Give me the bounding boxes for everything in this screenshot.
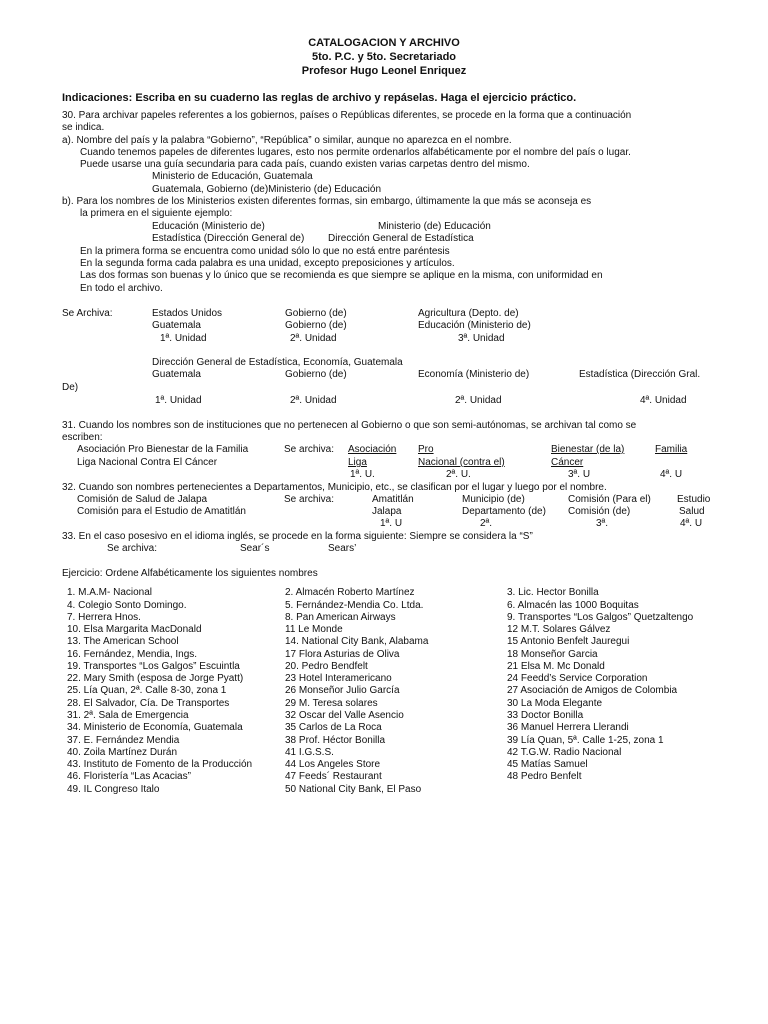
rule30-r1-c2: Gobierno (de) xyxy=(285,308,347,319)
rule30-a-2: Cuando tenemos papeles de diferentes lugares, esto nos permite ordenarlos alfabéticamente por el nombre del país o lugar. xyxy=(80,147,631,158)
rule30-b-4: En la segunda forma cada palabra es una unidad, excepto preposiciones y artículos. xyxy=(80,258,455,269)
list-item: 28. El Salvador, Cía. De Transportes xyxy=(67,698,230,709)
list-item: 9. Transportes “Los Galgos” Quetzaltengo xyxy=(507,612,694,623)
rule31-se-archiva: Se archiva: xyxy=(284,444,335,455)
list-item: 33 Doctor Bonilla xyxy=(507,710,584,721)
list-item: 4. Colegio Sonto Domingo. xyxy=(67,600,187,611)
rule30-se-archiva: Se Archiva: xyxy=(62,308,113,319)
rule30-a-example-2: Guatemala, Gobierno (de)Ministerio (de) Educación xyxy=(152,184,381,195)
rule30-r5-c1: Guatemala xyxy=(152,369,201,380)
list-item: 16. Fernández, Mendia, Ings. xyxy=(67,649,198,660)
rule31-unit-1-label: 1ª. U. xyxy=(350,469,375,480)
list-item: 45 Matías Samuel xyxy=(507,759,588,770)
rule30-r6-c3: 2ª. Unidad xyxy=(455,395,502,406)
list-item: 42 T.G.W. Radio Nacional xyxy=(507,747,622,758)
list-item: 35 Carlos de La Roca xyxy=(285,722,382,733)
list-item: 43. Instituto de Fomento de la Producción xyxy=(67,759,253,770)
list-item: 21 Elsa M. Mc Donald xyxy=(507,661,605,672)
list-item: 7. Herrera Hnos. xyxy=(67,612,141,623)
rule31-unit-3-row2: Cáncer xyxy=(551,457,584,468)
list-item: 26 Monseñor Julio García xyxy=(285,685,400,696)
list-item: 19. Transportes “Los Galgos” Escuintla xyxy=(67,661,240,672)
rule31-example-2: Liga Nacional Contra El Cáncer xyxy=(77,457,218,468)
rule30-r5-c3: Economía (Ministerio de) xyxy=(418,369,530,380)
rule31-unit-4-label: 4ª. U xyxy=(660,469,683,480)
list-item: 24 Feedd’s Service Corporation xyxy=(507,673,648,684)
rule32-unit-3-label: 3ª. xyxy=(596,518,609,529)
document-title: CATALOGACION Y ARCHIVO xyxy=(308,37,460,49)
list-item: 8. Pan American Airways xyxy=(285,612,396,623)
list-item: 6. Almacén las 1000 Boquitas xyxy=(507,600,639,611)
list-item: 50 National City Bank, El Paso xyxy=(285,784,422,795)
rule32-example-2: Comisión para el Estudio de Amatitlán xyxy=(77,506,246,517)
rule32-unit-4-label: 4ª. U xyxy=(680,518,703,529)
list-item: 38 Prof. Héctor Bonilla xyxy=(285,735,386,746)
rule31-example-1: Asociación Pro Bienestar de la Familia xyxy=(77,444,249,455)
rule30-b-example-2a: Estadística (Dirección General de) xyxy=(152,233,305,244)
list-item: 13. The American School xyxy=(67,636,179,647)
rule30-a-3: Puede usarse una guía secundaria para cada país, cuando existen varias carpetas dentro del mismo. xyxy=(80,159,530,170)
list-item: 1. M.A.M- Nacional xyxy=(67,587,153,598)
rule32-unit-4-row2: Salud xyxy=(679,506,705,517)
list-item: 44 Los Angeles Store xyxy=(285,759,381,770)
rule32-se-archiva: Se archiva: xyxy=(284,494,335,505)
teacher-name: Profesor Hugo Leonel Enriquez xyxy=(301,65,467,77)
rule33-example-1: Sear´s xyxy=(240,543,270,554)
list-item: 39 Lía Quan, 5ª. Calle 1-25, zona 1 xyxy=(507,735,664,746)
rule31-unit-1-row2: Liga xyxy=(348,457,367,468)
rule32-unit-3-row2: Comisión (de) xyxy=(568,506,631,517)
list-item: 2. Almacén Roberto Martínez xyxy=(285,587,415,598)
list-item: 37. E. Fernández Mendia xyxy=(67,735,180,746)
rule30-b-2: la primera en el siguiente ejemplo: xyxy=(80,208,233,219)
rule30-r1-c3: Agricultura (Depto. de) xyxy=(418,308,519,319)
rule32-unit-1-row1: Amatitlán xyxy=(372,494,414,505)
list-item: 11 Le Monde xyxy=(285,624,343,635)
rule30-a-example-1: Ministerio de Educación, Guatemala xyxy=(152,171,313,182)
list-item: 47 Feeds´ Restaurant xyxy=(285,771,382,782)
rule31-unit-2-row1: Pro xyxy=(418,444,434,455)
rule31-unit-2-row2: Nacional (contra el) xyxy=(418,457,505,468)
list-item: 48 Pedro Benfelt xyxy=(507,771,582,782)
rule30-b-6: En todo el archivo. xyxy=(80,283,163,294)
rule32-unit-2-row2: Departamento (de) xyxy=(462,506,546,517)
list-item: 17 Flora Asturias de Oliva xyxy=(285,649,400,660)
list-item: 12 M.T. Solares Gálvez xyxy=(507,624,611,635)
rule30-a-1: a). Nombre del país y la palabra “Gobierno”, “República” o similar, aunque no aparezca en el nombre. xyxy=(62,135,512,146)
list-item: 46. Floristería “Las Acacias” xyxy=(67,771,191,782)
rule31-intro-1: 31. Cuando los nombres son de instituciones que no pertenecen al Gobierno o que son semi-autónomas, se archivan tal como se xyxy=(62,420,637,431)
rule31-intro-2: escriben: xyxy=(62,432,103,443)
rule32-example-1: Comisión de Salud de Jalapa xyxy=(77,494,208,505)
rule30-r3-c2: 2ª. Unidad xyxy=(290,333,337,344)
rule32-unit-1-row2: Jalapa xyxy=(372,506,402,517)
rule30-b-example-1a: Educación (Ministerio de) xyxy=(152,221,265,232)
rule30-intro-2: se indica. xyxy=(62,122,105,133)
rule30-b-5: Las dos formas son buenas y lo único que se recomienda es que siempre se aplique en la misma, con uniformidad en xyxy=(80,270,603,281)
rule30-r3-c1: 1ª. Unidad xyxy=(160,333,207,344)
list-item: 15 Antonio Benfelt Jauregui xyxy=(507,636,630,647)
rule32-unit-1-label: 1ª. U xyxy=(380,518,403,529)
rule30-r5-c4: Estadística (Dirección Gral. xyxy=(579,369,701,380)
rule30-b-3: En la primera forma se encuentra como unidad sólo lo que no está entre paréntesis xyxy=(80,246,450,257)
rule30-r3-c3: 3ª. Unidad xyxy=(458,333,505,344)
rule30-r6-c2: 2ª. Unidad xyxy=(290,395,337,406)
rule31-unit-1-row1: Asociación xyxy=(348,444,397,455)
rule30-r4: Dirección General de Estadística, Economía, Guatemala xyxy=(152,357,403,368)
rule32-unit-3-row1: Comisión (Para el) xyxy=(568,494,651,505)
list-item: 14. National City Bank, Alabama xyxy=(285,636,429,647)
list-item: 30 La Moda Elegante xyxy=(507,698,603,709)
list-item: 31. 2ª. Sala de Emergencia xyxy=(67,710,189,721)
rule30-r6-c1: 1ª. Unidad xyxy=(155,395,202,406)
rule31-unit-2-label: 2ª. U. xyxy=(446,469,471,480)
rule30-r5-c2: Gobierno (de) xyxy=(285,369,347,380)
rule32-intro: 32. Cuando son nombres pertenecientes a Departamentos, Municipio, etc., se clasifican por el lugar y luego por el nombre. xyxy=(62,482,607,493)
list-item: 23 Hotel Interamericano xyxy=(285,673,392,684)
list-item: 10. Elsa Margarita MacDonald xyxy=(67,624,202,635)
rule30-b-example-1b: Ministerio (de) Educación xyxy=(378,221,491,232)
rule30-r1-c1: Estados Unidos xyxy=(152,308,223,319)
rule30-r2-c3: Educación (Ministerio de) xyxy=(418,320,531,331)
instructions: Indicaciones: Escriba en su cuaderno las reglas de archivo y repáselas. Haga el ejercicio práctico. xyxy=(62,92,577,104)
rule33-se-archiva: Se archiva: xyxy=(107,543,158,554)
list-item: 22. Mary Smith (esposa de Jorge Pyatt) xyxy=(67,673,244,684)
list-item: 41 I.G.S.S. xyxy=(285,747,334,758)
list-item: 40. Zoila Martínez Durán xyxy=(67,747,178,758)
list-item: 49. IL Congreso Italo xyxy=(67,784,160,795)
rule31-unit-3-row1: Bienestar (de la) xyxy=(551,444,625,455)
rule33-intro: 33. En el caso posesivo en el idioma inglés, se procede en la forma siguiente: Siempre se considera la “S” xyxy=(62,531,533,542)
rule32-unit-2-row1: Municipio (de) xyxy=(462,494,525,505)
list-item: 36 Manuel Herrera Llerandi xyxy=(507,722,629,733)
list-item: 29 M. Teresa solares xyxy=(285,698,378,709)
rule30-r5-continuation: De) xyxy=(62,382,79,393)
rule31-unit-4-row1: Familia xyxy=(655,444,688,455)
list-item: 20. Pedro Bendfelt xyxy=(285,661,368,672)
rule30-intro-1: 30. Para archivar papeles referentes a los gobiernos, países o Repúblicas diferentes, se procede en la forma que a continuación xyxy=(62,110,632,121)
list-item: 18 Monseñor Garcia xyxy=(507,649,598,660)
rule31-unit-3-label: 3ª. U xyxy=(568,469,591,480)
rule30-b-example-2b: Dirección General de Estadística xyxy=(328,233,474,244)
list-item: 34. Ministerio de Economía, Guatemala xyxy=(67,722,243,733)
rule32-unit-4-row1: Estudio xyxy=(677,494,711,505)
rule32-unit-2-label: 2ª. xyxy=(480,518,493,529)
exercise-title: Ejercicio: Ordene Alfabéticamente los siguientes nombres xyxy=(62,568,318,579)
list-item: 5. Fernández-Mendia Co. Ltda. xyxy=(285,600,424,611)
rule30-r6-c4: 4ª. Unidad xyxy=(640,395,687,406)
list-item: 27 Asociación de Amigos de Colombia xyxy=(507,685,678,696)
list-item: 32 Oscar del Valle Asencio xyxy=(285,710,404,721)
rule30-b-1: b). Para los nombres de los Ministerios existen diferentes formas, sin embargo, últimamente la que más se aconseja es xyxy=(62,196,592,207)
list-item: 25. Lía Quan, 2ª. Calle 8-30, zona 1 xyxy=(67,685,227,696)
document-subtitle: 5to. P.C. y 5to. Secretariado xyxy=(311,51,457,63)
rule30-r2-c1: Guatemala xyxy=(152,320,201,331)
list-item: 3. Lic. Hector Bonilla xyxy=(507,587,599,598)
rule30-r2-c2: Gobierno (de) xyxy=(285,320,347,331)
rule33-example-2: Sears’ xyxy=(328,543,357,554)
